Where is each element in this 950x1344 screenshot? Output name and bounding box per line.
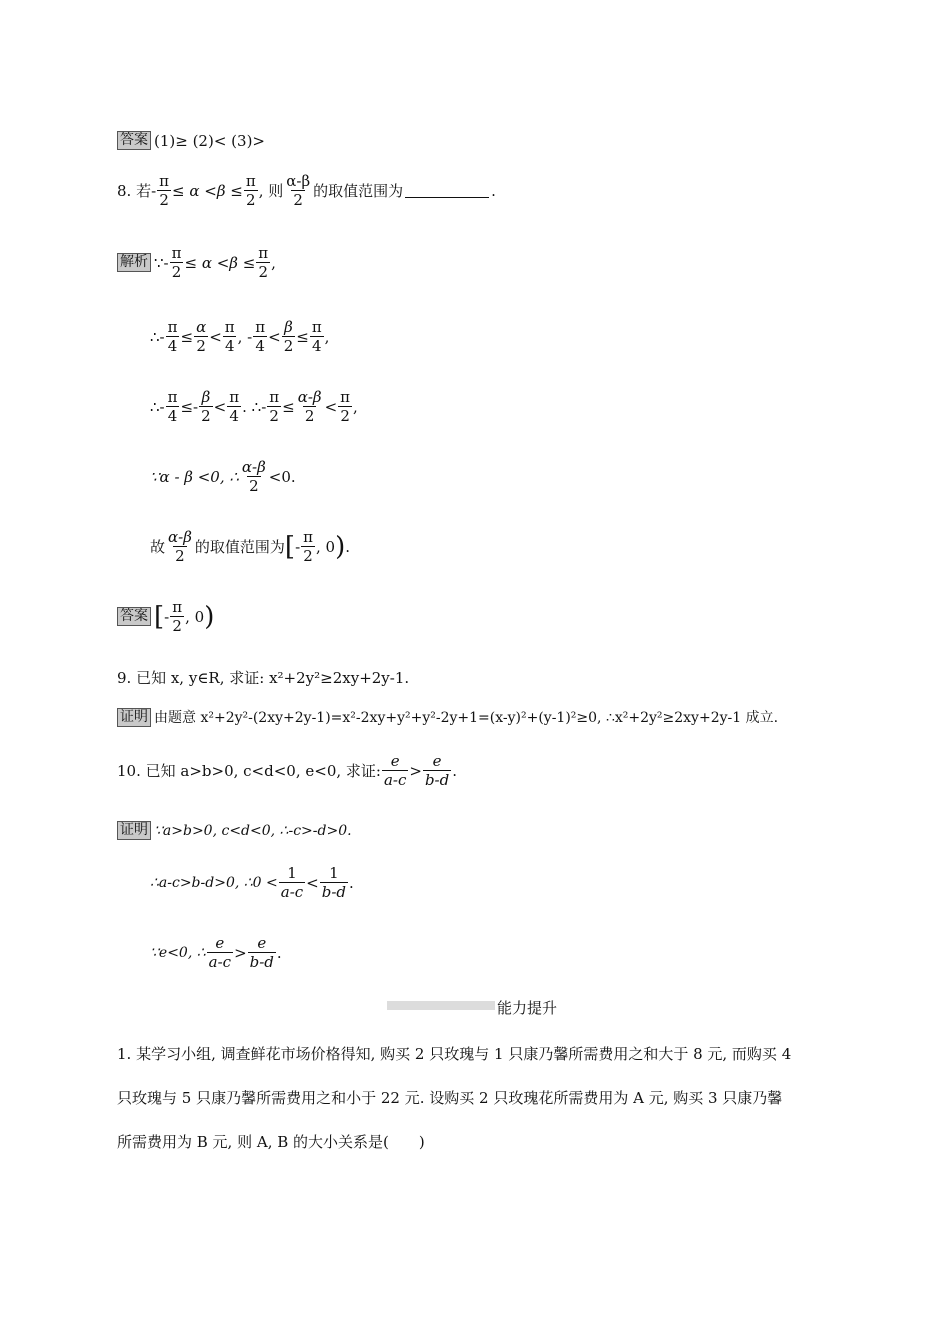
question-1 <box>117 1032 837 1164</box>
sol8-l2-lt: < <box>209 327 222 346</box>
question-8 <box>117 172 496 209</box>
left-bracket: [ <box>154 601 165 632</box>
sol8-l5-end: . <box>345 537 351 556</box>
q10-gt: > <box>409 761 422 780</box>
sol8-l2-lt2: < <box>268 327 281 346</box>
proof10-l3-end: . <box>276 943 282 962</box>
fraction: $\frac{\beta}{2}$ <box>283 318 294 355</box>
sol8-l3-end: , <box>353 397 358 416</box>
q9-text: 9. 已知 x, y∈R, 求证: x²+2y²≥2xy+2y-1. <box>117 669 410 687</box>
sol8-l4-end: <0. <box>268 467 296 486</box>
fraction: $\frac{\pi}{2}$ <box>303 528 313 565</box>
fraction: $\frac{\pi}{4}$ <box>255 318 266 355</box>
sol8-l1-end: , <box>271 253 276 272</box>
fraction: $\frac{\pi}{2}$ <box>269 388 280 425</box>
proof10-l2-a: ∴a-c>b-d>0, ∴0 < <box>150 874 278 891</box>
proof10-l2-lt: < <box>306 873 319 892</box>
proof10-l2-end: . <box>349 873 354 892</box>
fraction: $\frac{\alpha-\beta}{2}$ <box>241 458 266 495</box>
section-title-text: 能力提升 <box>497 999 558 1017</box>
sol8-l1-pre: ∵- <box>154 253 169 272</box>
zero: , 0 <box>316 537 336 556</box>
sol8-l3-le2: ≤ <box>282 397 295 416</box>
right-paren: ) <box>204 601 215 632</box>
fraction: $\frac{e}{b-d}$ <box>424 752 450 789</box>
fraction: $\frac{\pi}{2}$ <box>172 598 183 635</box>
proof-label: 证明 <box>117 821 151 840</box>
q10-pre: 10. 已知 a>b>0, c<d<0, e<0, 求证: <box>117 762 381 780</box>
fraction: $\frac{\pi}{2}$ <box>245 172 256 209</box>
question-10 <box>117 752 457 789</box>
fraction: $\frac{e}{b-d}$ <box>249 934 274 971</box>
fraction: $\frac{\alpha-\beta}{2}$ <box>168 528 192 565</box>
sol8-l3-a: ∴- <box>150 397 165 416</box>
fraction: $\frac{\pi}{4}$ <box>167 318 178 355</box>
solution-8-line-1 <box>117 244 276 281</box>
fraction: $\frac{\beta}{2}$ <box>201 388 211 425</box>
proof-10-line-3 <box>150 934 282 971</box>
sol8-l2-le2: ≤ <box>296 327 309 346</box>
fraction: $\frac{\pi}{2}$ <box>258 244 269 281</box>
fraction: $\frac{e}{a-c}$ <box>208 934 232 971</box>
proof10-l3-a: ∵e<0, ∴ <box>150 944 206 961</box>
sol8-l5-mid: 的取值范围为 <box>194 538 285 556</box>
q1-line-3: 所需费用为 B 元, 则 A, B 的大小关系是( ) <box>117 1133 425 1151</box>
proof9-text: 由题意 x²+2y²-(2xy+2y-1)=x²-2xy+y²+y²-2y+1=(x-y)²+(y-1)²≥0, ∴x²+2y²≥2xy+2y-1 成立. <box>154 710 779 726</box>
q8-tail: 的取值范围为 <box>313 182 404 200</box>
fraction: $\frac{\alpha}{2}$ <box>196 318 207 355</box>
sol8-l1-mid: ≤ α <β ≤ <box>184 253 256 272</box>
sol8-l2-end: , <box>324 327 330 346</box>
solution-8-line-5 <box>150 528 350 565</box>
top-answer-line <box>117 131 265 150</box>
sol8-l2-sep: , - <box>237 327 253 346</box>
zero: , 0 <box>185 607 205 626</box>
fraction: $\frac{1}{a-c}$ <box>280 864 304 901</box>
section-title <box>497 997 557 1018</box>
q8-number: 8. 若 <box>117 182 152 200</box>
analysis-label: 解析 <box>117 253 151 272</box>
solution-8-line-2 <box>150 318 329 355</box>
minus-sign: - <box>164 607 170 626</box>
answer-label: 答案 <box>117 607 151 626</box>
q8-inequality: ≤ α <β ≤ <box>172 181 243 200</box>
minus-sign: - <box>295 537 301 556</box>
left-bracket: [ <box>284 531 296 562</box>
fraction: $\frac{\alpha-\beta}{2}$ <box>297 388 322 425</box>
section-bar <box>387 1001 495 1010</box>
fraction: $\frac{\pi}{4}$ <box>311 318 322 355</box>
fraction: $\frac{\pi}{4}$ <box>224 318 235 355</box>
top-answer-text: (1)≥ (2)< (3)> <box>154 131 265 150</box>
question-9 <box>117 667 409 688</box>
sol8-l3-lt2: < <box>324 397 338 416</box>
right-paren: ) <box>335 531 346 562</box>
q1-line-1: 1. 某学习小组, 调查鲜花市场价格得知, 购买 2 只玫瑰与 1 只康乃馨所需费用之和大于 8 元, 而购买 4 <box>117 1045 792 1063</box>
proof-label: 证明 <box>117 708 151 727</box>
fraction: $\frac{\pi}{2}$ <box>171 244 182 281</box>
sol8-l4-a: ∵α - β <0, ∴ <box>150 467 239 486</box>
answer-blank <box>405 183 489 198</box>
proof-10-line-1 <box>117 821 352 840</box>
solution-8-line-3 <box>150 388 358 425</box>
proof-10-line-2 <box>150 864 354 901</box>
proof-9 <box>117 707 778 727</box>
sol8-l3-lt: < <box>213 397 227 416</box>
answer-8-line <box>117 598 214 635</box>
sol8-l5-a: 故 <box>150 538 166 556</box>
q1-line-2: 只玫瑰与 5 只康乃馨所需费用之和小于 22 元. 设购买 2 只玫瑰花所需费用为 A 元, 购买 3 只康乃馨 <box>117 1089 783 1107</box>
fraction: $\frac{e}{a-c}$ <box>383 752 407 789</box>
fraction: $\frac{\pi}{2}$ <box>340 388 351 425</box>
q10-end: . <box>452 761 458 780</box>
q8-end: . <box>491 181 496 200</box>
sol8-l3-sep: . ∴- <box>242 397 267 416</box>
solution-8-line-4 <box>150 458 296 495</box>
q8-comma: , 则 <box>258 182 284 200</box>
sol8-l2-le: ≤ <box>180 327 194 346</box>
fraction: $\frac{\pi}{4}$ <box>229 388 240 425</box>
fraction: $\frac{\pi}{2}$ <box>159 172 170 209</box>
answer-label: 答案 <box>117 131 151 150</box>
sol8-l2-a: ∴- <box>150 327 165 346</box>
proof10-l3-gt: > <box>234 943 247 962</box>
fraction: $\frac{\alpha-\beta}{2}$ <box>286 172 311 209</box>
q8-minus: - <box>151 181 157 200</box>
fraction: $\frac{1}{b-d}$ <box>321 864 347 901</box>
proof10-l1: ∵a>b>0, c<d<0, ∴-c>-d>0. <box>154 822 352 839</box>
sol8-l3-le: ≤- <box>180 397 199 416</box>
fraction: $\frac{\pi}{4}$ <box>167 388 178 425</box>
